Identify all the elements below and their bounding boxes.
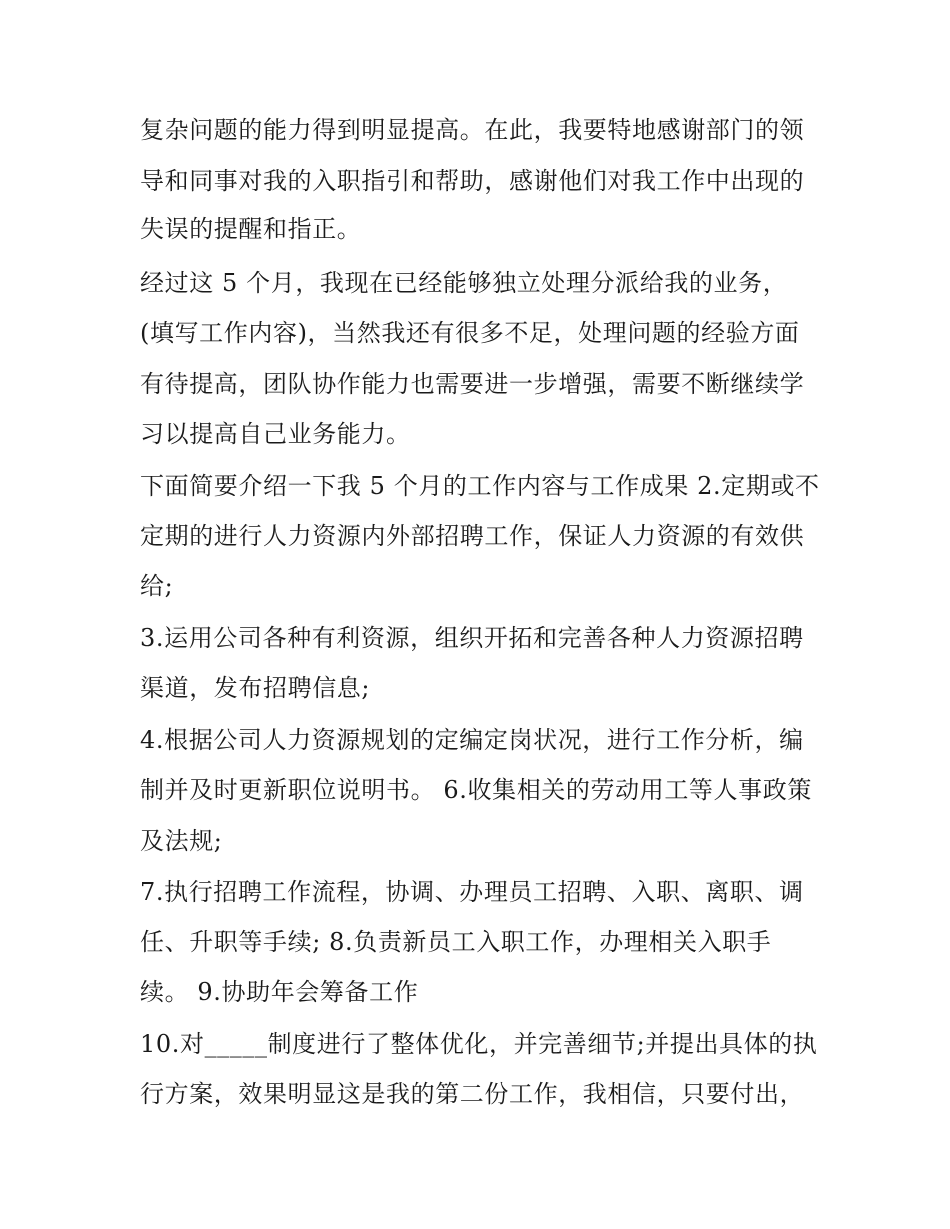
text-line: 及法规; (140, 827, 223, 855)
text-line: 下面简要介绍一下我 5 个月的工作内容与工作成果 2.定期或不 (140, 472, 820, 500)
text-line: 有待提高，团队协作能力也需要进一步增强，需要不断继续学 (140, 370, 805, 398)
text-line: 定期的进行人力资源内外部招聘工作，保证人力资源的有效供 (140, 522, 805, 550)
text-line: 复杂问题的能力得到明显提高。在此，我要特地感谢部门的领 (140, 116, 805, 144)
text-line: 导和同事对我的入职指引和帮助，感谢他们对我工作中出现的 (140, 167, 805, 195)
text-line: 行方案，效果明显这是我的第二份工作，我相信，只要付出， (140, 1080, 805, 1108)
text-line: 经过这 5 个月，我现在已经能够独立处理分派给我的业务， (140, 269, 788, 297)
text-line: 给; (140, 572, 174, 600)
text-line: 任、升职等手续; 8.负责新员工入职工作，办理相关入职手 (140, 928, 772, 956)
text-line: 习以提高自己业务能力。 (140, 420, 411, 448)
text-line: 4.根据公司人力资源规划的定编定岗状况，进行工作分析，编 (140, 726, 804, 754)
text-line: 失误的提醒和指正。 (140, 215, 362, 243)
text-line: 制并及时更新职位说明书。 6.收集相关的劳动用工等人事政策 (140, 776, 812, 804)
text-line: 10.对_____制度进行了整体优化，并完善细节;并提出具体的执 (140, 1030, 818, 1058)
text-line: (填写工作内容)，当然我还有很多不足，处理问题的经验方面 (140, 319, 800, 347)
text-line: 3.运用公司各种有利资源，组织开拓和完善各种人力资源招聘 (140, 624, 804, 652)
text-line: 渠道，发布招聘信息; (140, 674, 371, 702)
text-line: 7.执行招聘工作流程，协调、办理员工招聘、入职、离职、调 (140, 878, 804, 906)
text-line: 续。 9.协助年会筹备工作 (140, 978, 419, 1006)
